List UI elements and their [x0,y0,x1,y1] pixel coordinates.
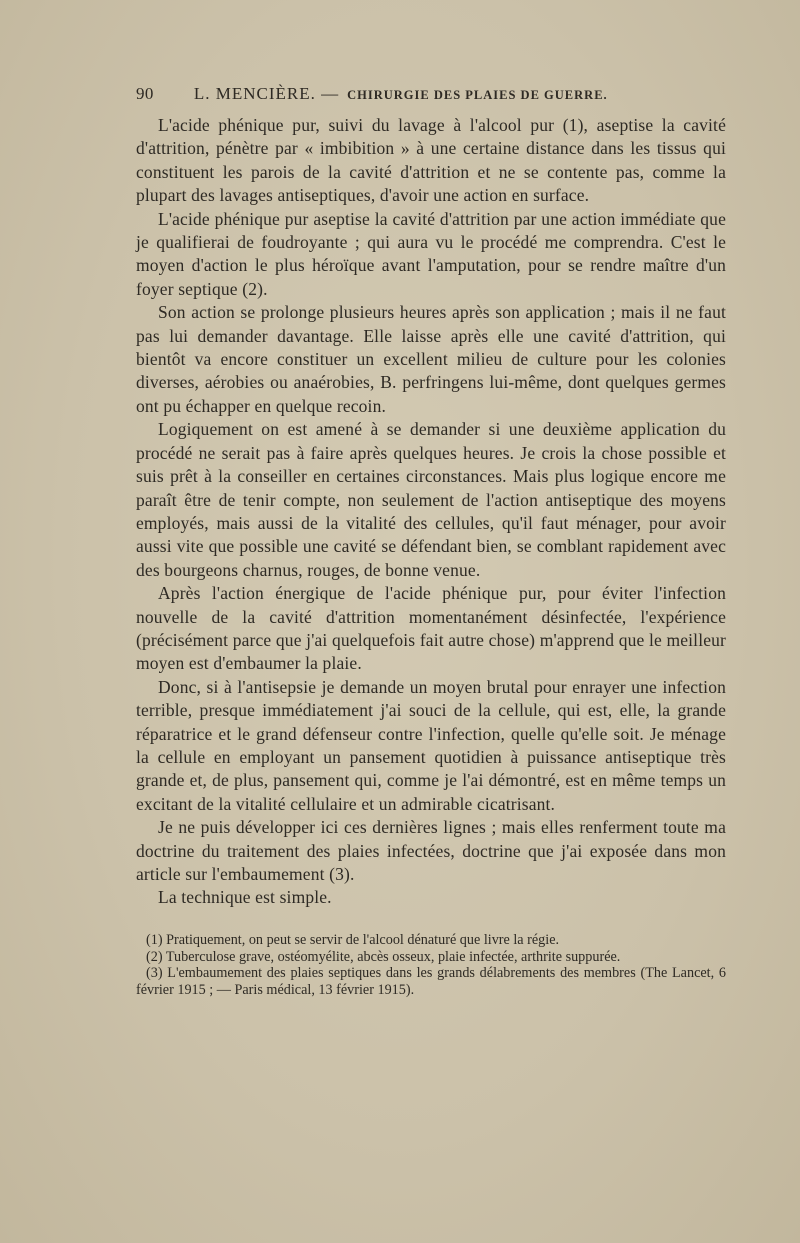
paragraph: La technique est simple. [158,887,332,908]
running-title: CHIRURGIE DES PLAIES DE GUERRE. [347,88,608,102]
running-header [136,84,726,104]
author-name: L. MENCIÈRE. — [193,84,340,103]
paragraph: L'acide phénique pur, suivi du lavage à l'alcool pur (1), aseptise la cavité d'attrition, pénètre par « imbibition » à une certaine distance dans les tissus qui constituent les parois de la cavité d'attrition et ne se contente pas, comme la plupart des lavages antiseptiques, d'avoir une action en surface. [136,115,726,206]
footnotes [136,932,726,999]
body-text [136,114,726,910]
paragraph: Je ne puis développer ici ces dernières lignes ; mais elles renferment toute ma doctrine du traitement des plaies infectées, doctrine que j'ai exposée dans mon article sur l'embaumement (3). [136,817,726,884]
paragraph: Donc, si à l'antisepsie je demande un moyen brutal pour enrayer une infection terrible, presque immédiatement j'ai souci de la cellule, qui est, elle, la grande réparatrice et le grand défenseur contre l'infection, quelle qu'elle soit. Je ménage la cellule en employant un pansement quotidien à puissance antiseptique très grande et, de plus, pansement qui, comme je l'ai démontré, est en même temps un excitant de la vitalité cellulaire et un admirable cicatrisant. [136,676,726,814]
paragraph: Après l'action énergique de l'acide phénique pur, pour éviter l'infection nouvelle de la cavité d'attrition momentanément désinfectée, l'expérience (précisément parce que j'ai quelquefois fait autre chose) m'apprend que le meilleur moyen est d'embaumer la plaie. [136,583,726,674]
paragraph: L'acide phénique pur aseptise la cavité d'attrition par une action immédiate que je qualifierai de foudroyante ; qui aura vu le procédé me comprendra. C'est le moyen d'action le plus héroïque avant l'amputation, pour se rendre maître d'un foyer septique (2). [136,208,726,299]
footnote: (1) Pratiquement, on peut se servir de l'alcool dénaturé que livre la régie. [146,931,560,948]
footnote: (2) Tuberculose grave, ostéomyélite, abcès osseux, plaie infectée, arthrite suppurée. [146,948,621,965]
page-number: 90 [136,84,154,103]
footnote: (3) L'embaumement des plaies septiques dans les grands délabrements des membres (The Lancet, 6 février 1915 ; — Paris médical, 13 février 1915). [136,965,726,999]
paragraph: Logiquement on est amené à se demander si une deuxième application du procédé ne serait pas à faire après quelques heures. Je crois la chose possible et suis prêt à la conseiller en certaines circonstances. Mais plus logique encore me paraît être de tenir compte, non seulement de l'action antiseptique des moyens employés, mais aussi de la vitalité des cellules, qu'il faut ménager, pour avoir aussi vite que possible une cavité se défendant bien, se comblant rapidement avec des bourgeons charnus, rouges, de bonne venue. [136,419,726,580]
paragraph: Son action se prolonge plusieurs heures après son application ; mais il ne faut pas lui demander davantage. Elle laisse après elle une cavité d'attrition, qui bientôt va encore constituer un excellent milieu de culture pour les colonies diverses, aérobies ou anaérobies, B. perfringens lui-même, dont quelques germes ont pu échapper en quelque recoin. [136,302,726,416]
page-content [136,84,726,999]
